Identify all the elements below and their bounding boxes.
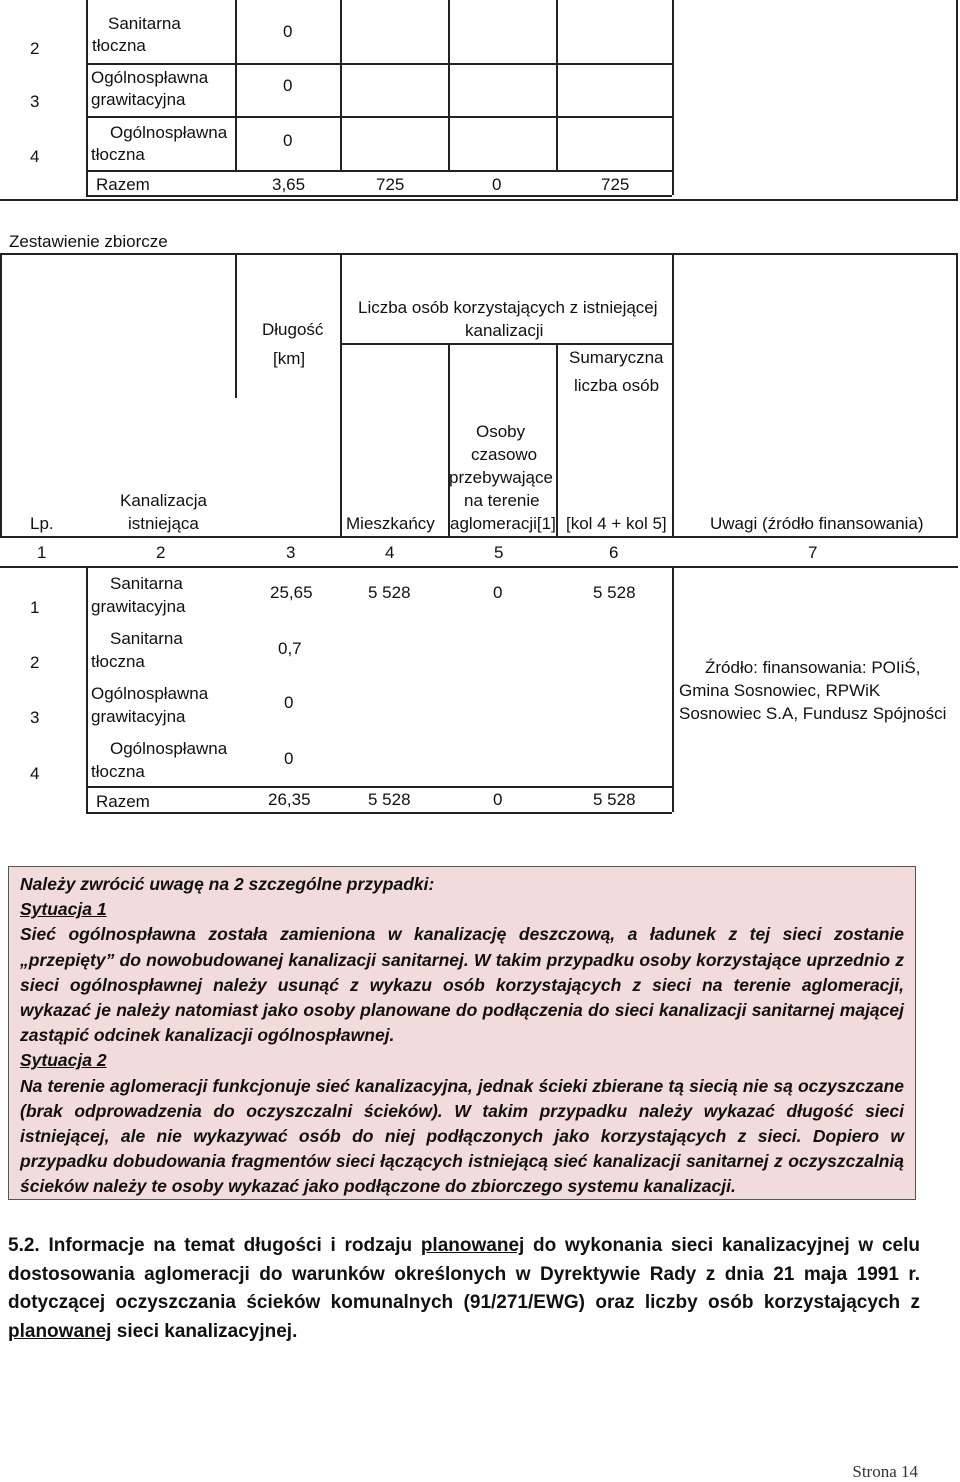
total-label: Razem <box>96 175 150 194</box>
row-lp: 3 <box>30 708 40 727</box>
header-temporary: przebywające <box>449 468 553 487</box>
row-length: 0 <box>284 693 294 712</box>
remarks-text: Gmina Sosnowiec, RPWiK <box>679 681 881 700</box>
section-number: 5.2. <box>8 1235 40 1256</box>
header-people-group: Liczba osób korzystających z istniejącej <box>358 298 658 317</box>
header-sewer: Kanalizacja <box>120 491 207 510</box>
row-name: tłoczna <box>91 652 145 671</box>
row-lp: 2 <box>30 39 40 58</box>
note-intro: Należy zwrócić uwagę na 2 szczególne przypadki: <box>20 874 435 894</box>
column-number: 5 <box>494 543 504 562</box>
column-number: 2 <box>156 543 166 562</box>
section-text-underlined: planowanej <box>420 1235 525 1256</box>
section-text: do wykonania sieci kanalizacyjnej w celu dostosowania aglomeracji do warunków określonych w Dyrektywie Rady z dnia 21 maja 1991 r. dotyczącej oczyszczania ścieków komunalnych (91/271/EWG) oraz liczby osób korzystających z <box>8 1235 920 1313</box>
note-situation-1-title: Sytuacja 1 <box>20 899 107 920</box>
total-sum: 725 <box>601 175 630 194</box>
row-name: tłoczna <box>91 762 145 781</box>
note-situation-2-title: Sytuacja 2 <box>20 1050 107 1071</box>
total-sum: 5 528 <box>593 790 636 809</box>
column-number: 7 <box>808 543 818 562</box>
note-text <box>20 872 904 1200</box>
total-temporary: 0 <box>493 790 503 809</box>
header-temporary: na terenie <box>464 491 540 510</box>
header-remarks: Uwagi (źródło finansowania) <box>710 514 924 533</box>
column-number: 1 <box>37 543 47 562</box>
remarks-text: Sosnowiec S.A, Fundusz Spójności <box>679 704 947 723</box>
row-name: Sanitarna <box>110 629 183 648</box>
header-sewer: istniejąca <box>128 514 199 533</box>
header-lp: Lp. <box>30 514 54 533</box>
row-name: grawitacyjna <box>91 90 186 109</box>
row-temporary: 0 <box>493 583 503 602</box>
row-lp: 1 <box>30 598 40 617</box>
row-name: Sanitarna <box>110 574 183 593</box>
row-name: tłoczna <box>92 36 146 55</box>
row-name: grawitacyjna <box>91 597 186 616</box>
row-residents: 5 528 <box>368 583 411 602</box>
total-length: 3,65 <box>272 175 306 194</box>
remarks-text: Źródło: finansowania: POIiŚ, <box>705 658 921 677</box>
column-number: 6 <box>609 543 619 562</box>
section-text: sieci kanalizacyjnej. <box>111 1320 298 1342</box>
row-length: 0 <box>283 131 293 150</box>
column-number: 4 <box>385 543 395 562</box>
section-text: Informacje na temat długości i rodzaju <box>48 1235 421 1256</box>
row-name: Ogólnospławna <box>91 68 209 87</box>
note-situation-1-text: Sieć ogólnospławna została zamieniona w kanalizację deszczową, a ładunek z tej sieci zostanie „przepięty” do nowobudowanej kanalizacji sanitarnej. W takim przypadku osoby korzystające uprzednio z sieci ogólnospławnej należy usunąć z wykazu osób korzystających z sieci na terenie aglomeracji, wykazać je należy natomiast jako osoby planowane do podłączenia do sieci kanalizacji sanitarnej mającej zastąpić odcinek kanalizacji ogólnospławnej. <box>20 924 904 1046</box>
row-name: Sanitarna <box>108 14 181 33</box>
row-name: grawitacyjna <box>91 707 186 726</box>
header-sum-formula: [kol 4 + kol 5] <box>566 514 667 533</box>
row-name: Ogólnospławna <box>91 684 209 703</box>
header-temporary: aglomeracji[1] <box>450 514 556 533</box>
column-number: 3 <box>286 543 296 562</box>
summary-title: Zestawienie zbiorcze <box>9 232 168 251</box>
header-sum: liczba osób <box>574 376 660 395</box>
header-length: Długość <box>262 320 324 339</box>
row-name: tłoczna <box>91 145 145 164</box>
row-length: 0 <box>284 749 294 768</box>
section-text-underlined: planowanej <box>8 1320 112 1342</box>
row-lp: 2 <box>30 653 40 672</box>
row-name: Ogólnospławna <box>110 123 228 142</box>
section-heading <box>8 1232 920 1346</box>
row-lp: 4 <box>30 764 40 783</box>
row-length: 25,65 <box>270 583 313 602</box>
row-lp: 3 <box>30 92 40 111</box>
row-sum: 5 528 <box>593 583 636 602</box>
page-number: Strona 14 <box>852 1462 918 1481</box>
row-length: 0 <box>283 76 293 95</box>
total-label: Razem <box>96 792 150 811</box>
total-residents: 5 528 <box>368 790 411 809</box>
header-length-unit: [km] <box>273 349 306 368</box>
row-name: Ogólnospławna <box>110 739 228 758</box>
note-situation-2-text: Na terenie aglomeracji funkcjonuje sieć kanalizacyjna, jednak ścieki zbierane tą siecią nie są oczyszczane (brak odprowadzenia do oczyszczalni ścieków). W takim przypadku należy wykazać długość sieci istniejącej, ale nie wykazywać osób do niej podłączonych jako korzystających z sieci. Dopiero w przypadku dobudowania fragmentów sieci łączących istniejącą sieć kanalizacji sanitarnej z oczyszczalnią ścieków należy te osoby wykazać jako podłączone do zbiorczego systemu kanalizacji. <box>20 1075 904 1197</box>
total-length: 26,35 <box>268 790 311 809</box>
header-people-group: kanalizacji <box>465 321 544 340</box>
header-temporary: czasowo <box>471 445 538 464</box>
row-lp: 4 <box>30 147 40 166</box>
header-sum: Sumaryczna <box>569 348 664 367</box>
total-residents: 725 <box>376 175 405 194</box>
row-length: 0,7 <box>278 639 302 658</box>
total-temporary: 0 <box>492 175 502 194</box>
header-residents: Mieszkańcy <box>346 514 435 533</box>
header-temporary: Osoby <box>476 422 526 441</box>
row-length: 0 <box>283 22 293 41</box>
